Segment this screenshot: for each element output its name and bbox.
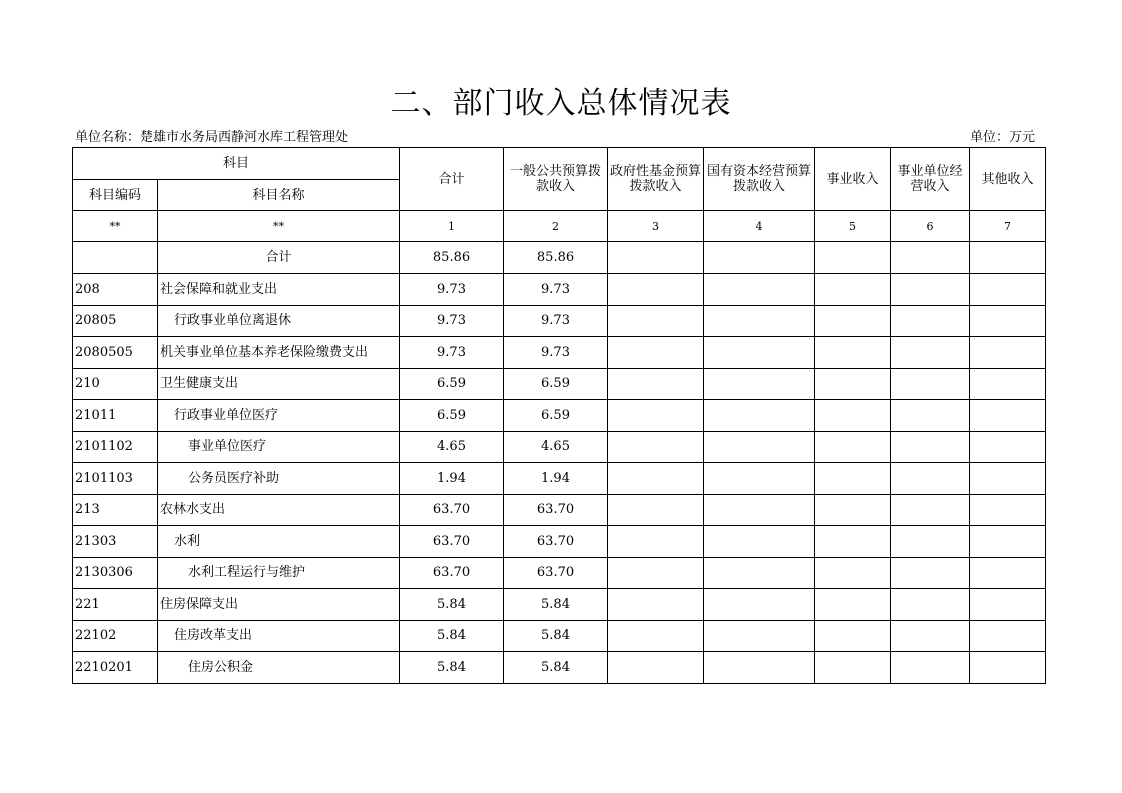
table-row	[73, 557, 1046, 589]
table-row	[73, 305, 1046, 337]
business-unit-income-cell	[891, 494, 970, 526]
other-income-cell	[970, 494, 1046, 526]
gov-fund-cell	[608, 274, 704, 306]
other-income-cell	[970, 620, 1046, 652]
income-table	[72, 147, 1046, 684]
state-capital-cell	[704, 400, 815, 432]
state-capital-cell	[704, 620, 815, 652]
header-total: 合计	[400, 148, 504, 211]
business-income-cell	[815, 337, 891, 369]
subject-name-cell: 事业单位医疗	[158, 431, 400, 463]
business-unit-income-cell	[891, 652, 970, 684]
other-income-cell	[970, 652, 1046, 684]
subject-name-cell: 公务员医疗补助	[158, 463, 400, 495]
gov-fund-cell	[608, 494, 704, 526]
business-unit-income-cell	[891, 620, 970, 652]
total-amount-cell: 9.73	[400, 337, 504, 369]
page-title: 二、部门收入总体情况表	[390, 86, 732, 121]
header-general-budget: 一般公共预算拨款收入	[504, 148, 608, 211]
table-row	[73, 400, 1046, 432]
index-cell: 5	[815, 211, 891, 242]
total-amount-cell: 5.84	[400, 652, 504, 684]
subject-code-cell: 2080505	[73, 337, 158, 369]
total-amount-cell: 9.73	[400, 274, 504, 306]
general-budget-cell: 1.94	[504, 463, 608, 495]
index-cell: 6	[891, 211, 970, 242]
header-business-unit-income: 事业单位经营收入	[891, 148, 970, 211]
total-name-cell: 合计	[158, 242, 400, 274]
general-budget-cell: 63.70	[504, 494, 608, 526]
general-budget-cell: 9.73	[504, 274, 608, 306]
total-amount-cell: 6.59	[400, 368, 504, 400]
currency-unit-label: 单位：万元	[970, 130, 1036, 145]
other-income-cell	[970, 431, 1046, 463]
business-income-cell	[815, 305, 891, 337]
state-capital-cell	[704, 305, 815, 337]
total-amount-cell: 4.65	[400, 431, 504, 463]
state-capital-cell	[704, 337, 815, 369]
other-income-cell	[970, 589, 1046, 621]
subject-code-cell: 210	[73, 368, 158, 400]
table-row	[73, 368, 1046, 400]
index-cell: 3	[608, 211, 704, 242]
business-unit-income-cell	[891, 557, 970, 589]
other-income-cell	[970, 463, 1046, 495]
business-unit-income-cell	[891, 463, 970, 495]
subject-code-cell: 2210201	[73, 652, 158, 684]
gov-fund-cell	[608, 652, 704, 684]
subject-name-cell: 行政事业单位离退休	[158, 305, 400, 337]
subject-name-cell: 住房改革支出	[158, 620, 400, 652]
total-amount-cell: 6.59	[400, 400, 504, 432]
gov-fund-cell	[608, 400, 704, 432]
index-cell: 7	[970, 211, 1046, 242]
other-income-cell	[970, 557, 1046, 589]
table-row	[73, 620, 1046, 652]
total-amount-cell: 63.70	[400, 526, 504, 558]
subject-code-cell: 221	[73, 589, 158, 621]
subject-code-cell: 2130306	[73, 557, 158, 589]
subject-name-cell: 水利工程运行与维护	[158, 557, 400, 589]
subject-code-cell: 2101102	[73, 431, 158, 463]
total-row	[73, 242, 1046, 274]
table-row	[73, 652, 1046, 684]
table-row	[73, 337, 1046, 369]
subject-code-cell: 22102	[73, 620, 158, 652]
business-unit-income-cell	[891, 368, 970, 400]
empty-cell	[704, 242, 815, 274]
gov-fund-cell	[608, 589, 704, 621]
total-amount-cell: 85.86	[400, 242, 504, 274]
business-unit-income-cell	[891, 337, 970, 369]
state-capital-cell	[704, 463, 815, 495]
state-capital-cell	[704, 368, 815, 400]
business-unit-income-cell	[891, 274, 970, 306]
gov-fund-cell	[608, 305, 704, 337]
table-row	[73, 274, 1046, 306]
general-budget-cell: 6.59	[504, 368, 608, 400]
empty-cell	[891, 242, 970, 274]
gov-fund-cell	[608, 431, 704, 463]
total-general-cell: 85.86	[504, 242, 608, 274]
empty-cell	[608, 242, 704, 274]
header-other-income: 其他收入	[970, 148, 1046, 211]
business-income-cell	[815, 463, 891, 495]
index-row	[73, 211, 1046, 242]
subject-name-cell: 卫生健康支出	[158, 368, 400, 400]
business-unit-income-cell	[891, 526, 970, 558]
state-capital-cell	[704, 526, 815, 558]
gov-fund-cell	[608, 557, 704, 589]
unit-name-label: 单位名称：楚雄市水务局西静河水库工程管理处	[75, 130, 349, 145]
empty-cell	[815, 242, 891, 274]
index-cell: 2	[504, 211, 608, 242]
table-row	[73, 494, 1046, 526]
total-amount-cell: 5.84	[400, 620, 504, 652]
subject-code-cell: 2101103	[73, 463, 158, 495]
header-gov-fund: 政府性基金预算拨款收入	[608, 148, 704, 211]
other-income-cell	[970, 526, 1046, 558]
header-subject-code: 科目编码	[73, 180, 158, 211]
business-income-cell	[815, 589, 891, 621]
header-subject-name: 科目名称	[158, 180, 400, 211]
business-income-cell	[815, 526, 891, 558]
business-income-cell	[815, 652, 891, 684]
index-cell: 1	[400, 211, 504, 242]
business-income-cell	[815, 274, 891, 306]
business-income-cell	[815, 494, 891, 526]
business-unit-income-cell	[891, 305, 970, 337]
gov-fund-cell	[608, 368, 704, 400]
state-capital-cell	[704, 494, 815, 526]
business-income-cell	[815, 620, 891, 652]
index-cell: **	[73, 211, 158, 242]
subject-code-cell: 21303	[73, 526, 158, 558]
subject-name-cell: 水利	[158, 526, 400, 558]
other-income-cell	[970, 305, 1046, 337]
other-income-cell	[970, 274, 1046, 306]
total-amount-cell: 1.94	[400, 463, 504, 495]
total-amount-cell: 5.84	[400, 589, 504, 621]
gov-fund-cell	[608, 620, 704, 652]
state-capital-cell	[704, 652, 815, 684]
other-income-cell	[970, 368, 1046, 400]
general-budget-cell: 5.84	[504, 652, 608, 684]
business-unit-income-cell	[891, 431, 970, 463]
other-income-cell	[970, 337, 1046, 369]
subject-code-cell: 21011	[73, 400, 158, 432]
other-income-cell	[970, 400, 1046, 432]
business-income-cell	[815, 557, 891, 589]
state-capital-cell	[704, 274, 815, 306]
gov-fund-cell	[608, 463, 704, 495]
subject-name-cell: 行政事业单位医疗	[158, 400, 400, 432]
table-row	[73, 431, 1046, 463]
general-budget-cell: 9.73	[504, 305, 608, 337]
business-unit-income-cell	[891, 589, 970, 621]
subject-code-cell: 213	[73, 494, 158, 526]
business-income-cell	[815, 368, 891, 400]
general-budget-cell: 63.70	[504, 526, 608, 558]
business-income-cell	[815, 431, 891, 463]
gov-fund-cell	[608, 526, 704, 558]
state-capital-cell	[704, 557, 815, 589]
subject-name-cell: 机关事业单位基本养老保险缴费支出	[158, 337, 400, 369]
total-code-cell	[73, 242, 158, 274]
subject-name-cell: 住房公积金	[158, 652, 400, 684]
subject-name-cell: 农林水支出	[158, 494, 400, 526]
general-budget-cell: 5.84	[504, 589, 608, 621]
state-capital-cell	[704, 431, 815, 463]
business-income-cell	[815, 400, 891, 432]
subject-name-cell: 社会保障和就业支出	[158, 274, 400, 306]
index-cell: 4	[704, 211, 815, 242]
subject-code-cell: 208	[73, 274, 158, 306]
general-budget-cell: 6.59	[504, 400, 608, 432]
total-amount-cell: 63.70	[400, 494, 504, 526]
header-state-capital: 国有资本经营预算拨款收入	[704, 148, 815, 211]
gov-fund-cell	[608, 337, 704, 369]
general-budget-cell: 9.73	[504, 337, 608, 369]
subject-name-cell: 住房保障支出	[158, 589, 400, 621]
header-business-income: 事业收入	[815, 148, 891, 211]
general-budget-cell: 5.84	[504, 620, 608, 652]
empty-cell	[970, 242, 1046, 274]
total-amount-cell: 63.70	[400, 557, 504, 589]
table-row	[73, 589, 1046, 621]
total-amount-cell: 9.73	[400, 305, 504, 337]
business-unit-income-cell	[891, 400, 970, 432]
state-capital-cell	[704, 589, 815, 621]
table-row	[73, 526, 1046, 558]
header-subject-group: 科目	[73, 148, 400, 180]
subject-code-cell: 20805	[73, 305, 158, 337]
table-row	[73, 463, 1046, 495]
general-budget-cell: 63.70	[504, 557, 608, 589]
general-budget-cell: 4.65	[504, 431, 608, 463]
index-cell: **	[158, 211, 400, 242]
